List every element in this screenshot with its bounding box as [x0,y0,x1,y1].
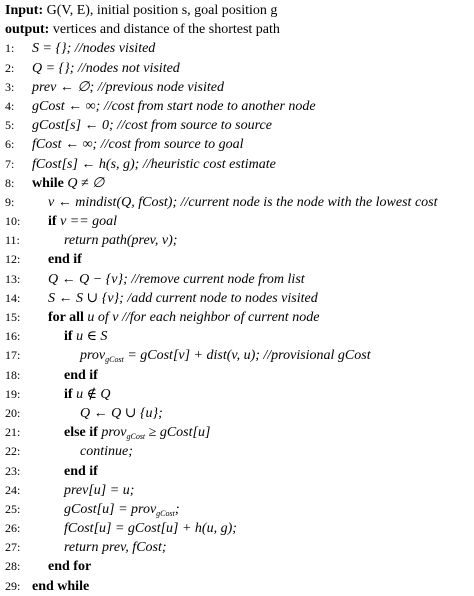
statement-text: Q ≠ ∅ [67,175,105,191]
algorithm-line [3,231,471,250]
line-number: 2: [5,60,15,75]
line-code [32,39,155,58]
keyword: if [64,386,73,402]
algorithm-line [3,135,471,154]
line-code [64,481,134,500]
algorithm-line [3,366,471,385]
line-code [64,327,107,346]
line-number: 25: [5,501,21,516]
keyword: if [48,214,57,230]
algorithm-line [3,481,471,500]
line-code [48,289,318,308]
line-number: 3: [5,79,15,94]
line-number: 14: [5,290,21,305]
algorithm-line [3,97,471,116]
algorithm-line [3,78,471,97]
statement-text: fCost[u] = gCost[u] + h(u, g); [64,521,237,537]
line-number: 19: [5,386,21,401]
line-code [48,212,117,231]
statement-text: return prev, fCost; [64,540,167,556]
algorithm-line [3,577,471,596]
line-code [64,366,98,385]
statement-text: u ∉ Q [76,386,111,402]
line-code [32,155,276,174]
algorithm-line [3,500,471,519]
keyword: end while [32,578,90,594]
algorithm-line [3,442,471,461]
keyword: end if [64,367,98,383]
statement-text: return path(prev, v); [64,233,178,249]
line-number: 18: [5,367,21,382]
line-code [80,404,163,423]
line-code [32,135,244,154]
keyword: else if [64,425,98,441]
line-number: 29: [5,578,21,593]
algorithm-line [3,39,471,58]
line-code [64,423,210,442]
statement-text: v == goal [60,214,118,230]
algorithm-line [3,423,471,442]
output-text: vertices and distance of the shortest path [52,22,280,38]
line-number: 28: [5,559,21,574]
statement-text: prev ← ∅; //previous node visited [32,79,224,95]
line-code [80,442,133,461]
algorithm-lines [3,39,471,595]
line-number: 6: [5,137,15,152]
line-code [32,78,224,97]
statement-text: gCost[u] = prov$_{gCost}$; [64,501,180,518]
line-number: 11: [5,233,20,248]
statement-text: S ← S ∪ {v}; /add current node to nodes visited [48,290,318,306]
algorithm-line [3,155,471,174]
line-code [64,519,237,538]
algorithm-line [3,174,471,193]
algorithm-line [3,519,471,538]
statement-text: gCost ← ∞; //cost from start node to another node [32,98,316,114]
algorithm-line [3,193,471,212]
line-number: 1: [5,41,15,56]
algorithm-line [3,59,471,78]
statement-text: Q ← Q ∪ {u}; [80,405,163,421]
statement-text: fCost ← ∞; //cost from source to goal [32,137,244,153]
line-code [48,308,319,327]
keyword: for all [48,310,84,325]
algorithm-line [3,404,471,423]
statement-text: continue; [80,444,133,460]
line-code [64,462,98,481]
algorithm-line [3,462,471,481]
output-line [3,20,471,39]
algorithm-line [3,289,471,308]
input-text: G(V, E), initial position s, goal position g [46,3,278,18]
line-number: 20: [5,405,21,420]
line-number: 13: [5,271,21,286]
line-code [32,97,316,116]
line-code [64,231,177,250]
line-number: 15: [5,310,21,324]
algorithm-block [3,1,471,596]
input-line [3,1,471,20]
keyword: end if [48,252,82,268]
algorithm-line [3,557,471,576]
line-number: 17: [5,348,21,363]
statement-text: S = {}; //nodes visited [32,41,156,57]
line-code [32,116,272,135]
line-code [48,250,82,269]
line-code [80,346,371,365]
line-number: 4: [5,98,15,113]
line-number: 27: [5,540,21,555]
algorithm-line [3,346,471,365]
algorithm-line [3,270,471,289]
keyword: end if [64,463,98,479]
line-code [32,174,104,193]
algorithm-line [3,385,471,404]
line-number: 16: [5,329,21,344]
algorithm-line [3,212,471,231]
line-number: 10: [5,214,21,229]
algorithm-line [3,250,471,269]
line-number: 24: [5,482,21,497]
line-code [64,500,180,519]
statement-text: prov$_{gCost}$ = gCost[v] + dist(v, u); //provisional gCost [80,348,371,365]
line-number: 9: [5,194,15,209]
line-code [64,538,167,557]
statement-text: v ← mindist(Q, fCost); //current node is the node with the lowest cost [48,194,438,210]
keyword: while [32,175,64,191]
line-code [64,385,111,404]
statement-text: fCost[s] ← h(s, g); //heuristic cost estimate [32,156,276,172]
algorithm-line [3,327,471,346]
algorithm-line [3,116,471,135]
line-code [48,193,438,212]
statement-text: prov$_{gCost}$ ≥ gCost[u] [101,425,211,442]
line-number: 8: [5,175,15,190]
output-label: output: [5,22,50,38]
statement-text: Q = {}; //nodes not visited [32,60,180,76]
algorithm-line [3,538,471,557]
statement-text: u ∈ S [76,329,108,345]
line-code [48,270,305,289]
keyword: if [64,329,73,345]
algorithm-line [3,308,471,327]
line-number: 26: [5,521,21,536]
line-number: 23: [5,463,21,478]
keyword: end for [48,559,92,575]
line-code [48,557,91,576]
input-label: Input: [5,3,44,18]
line-number: 12: [5,252,21,267]
line-code [32,577,89,596]
statement-text: prev[u] = u; [64,482,135,498]
line-code [32,59,180,78]
line-number: 5: [5,118,15,133]
line-number: 21: [5,425,21,440]
statement-text: gCost[s] ← 0; //cost from source to source [32,118,272,134]
line-number: 22: [5,444,21,459]
statement-text: Q ← Q − {v}; //remove current node from list [48,271,305,287]
statement-text: u of v //for each neighbor of current node [87,310,320,325]
line-number: 7: [5,156,15,171]
